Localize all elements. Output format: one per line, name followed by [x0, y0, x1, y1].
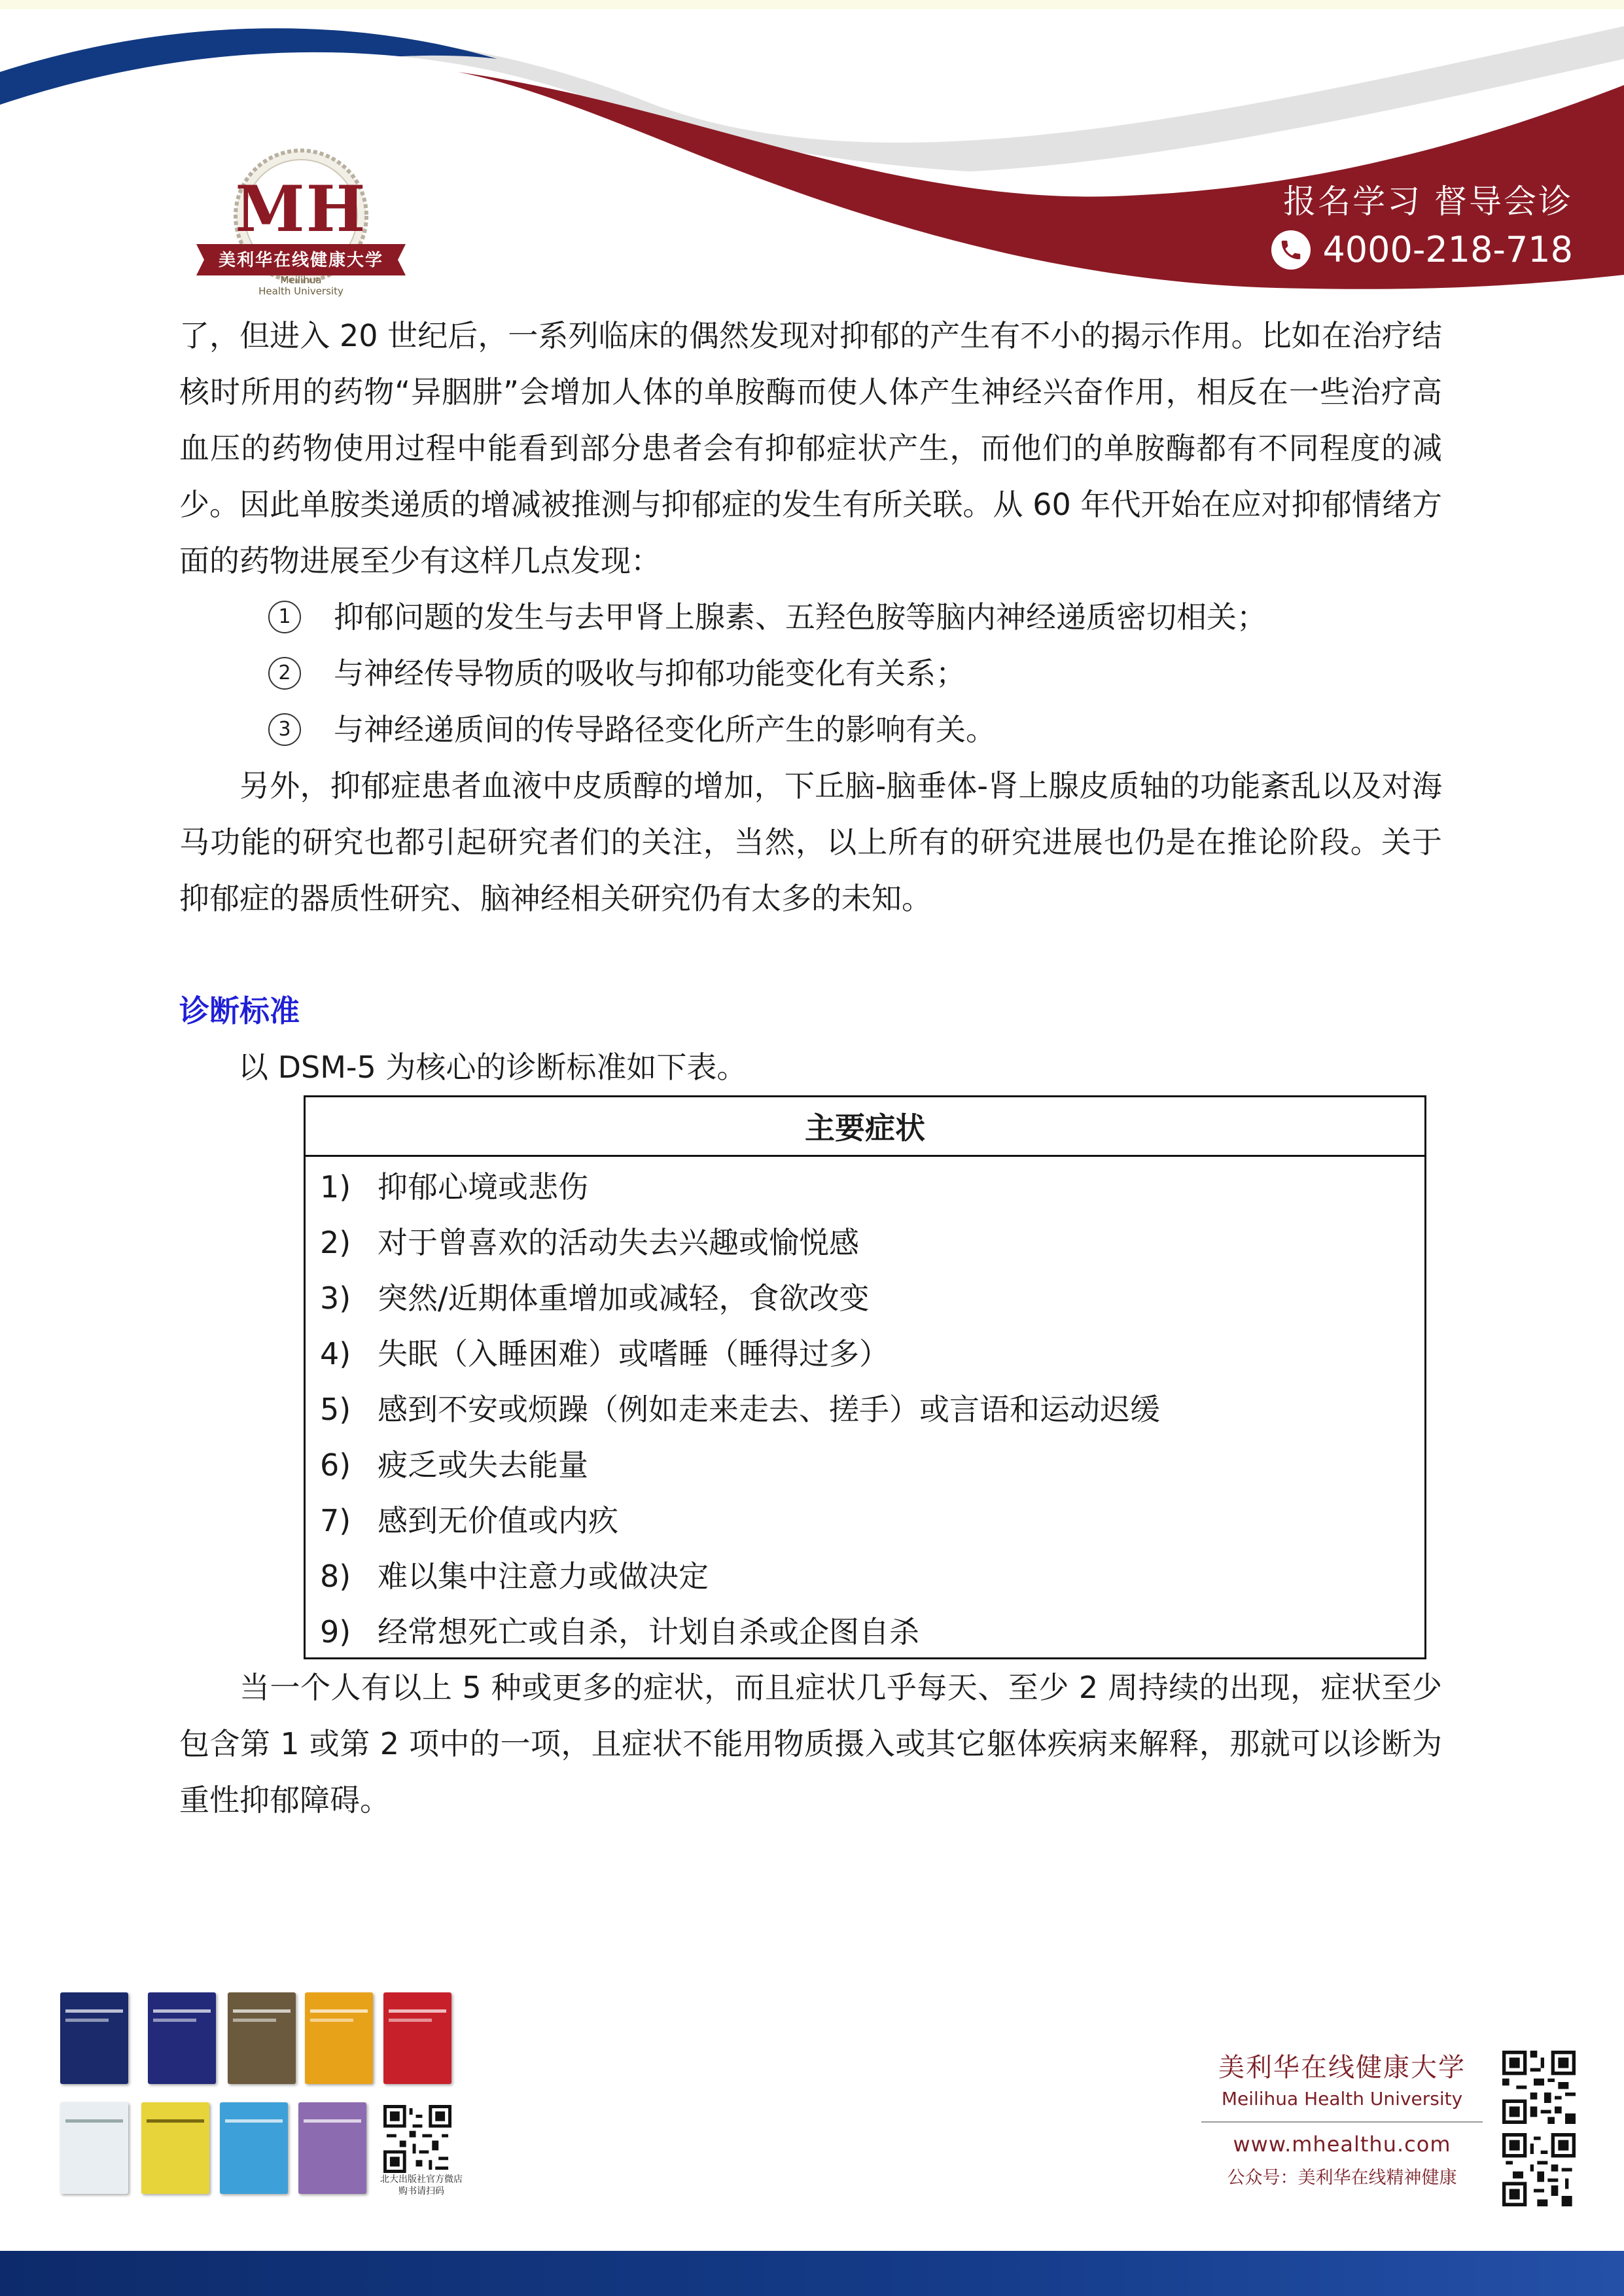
section-title: 诊断标准 [179, 993, 300, 1029]
list-item [179, 701, 1442, 758]
brand-english-name: Meilihua Health University [1221, 2088, 1463, 2110]
list-item-text: 与神经传导物质的吸收与抑郁功能变化有关系； [334, 656, 966, 691]
book-cover-image[interactable] [60, 1992, 128, 2084]
book-covers [60, 1992, 466, 2202]
book-cover-image[interactable] [141, 2102, 209, 2194]
table-row [305, 1379, 1426, 1435]
circled-number: 3 [268, 713, 301, 746]
row-text: 感到无价值或内疚 [378, 1502, 618, 1538]
book-cover-image[interactable] [383, 1992, 451, 2084]
row-text: 疲乏或失去能量 [378, 1447, 588, 1483]
list-item-text: 抑郁问题的发生与去甲肾上腺素、五羟色胺等脑内神经递质密切相关； [334, 599, 1267, 635]
row-number: 5) [320, 1391, 351, 1427]
findings-list [179, 589, 1442, 758]
university-logo [190, 147, 412, 298]
table-row [305, 1546, 1426, 1602]
row-text: 突然/近期体重增加或减轻，食欲改变 [378, 1280, 870, 1316]
qr-caption [376, 2174, 467, 2197]
row-number: 4) [320, 1335, 351, 1371]
wechat-qr-code[interactable] [1502, 2133, 1576, 2206]
table-row [305, 1491, 1426, 1546]
logo-english-name [190, 275, 412, 297]
phone-number: 4000-218-718 [1322, 229, 1573, 270]
logo-en-line2: Health University [258, 285, 344, 297]
row-number: 7) [320, 1502, 351, 1538]
wechat-account: 公众号：美利华在线精神健康 [1227, 2168, 1457, 2188]
circled-number: 1 [268, 601, 301, 633]
table-row [305, 1324, 1426, 1379]
logo-chinese-name: 美利华在线健康大学 [218, 251, 383, 270]
row-text: 失眠（入睡困难）或嗜睡（睡得过多） [378, 1335, 889, 1371]
header-phone [1271, 229, 1573, 270]
table-intro: 以 DSM-5 为核心的诊断标准如下表。 [238, 1050, 747, 1085]
row-number: 6) [320, 1447, 351, 1483]
table-row [305, 1435, 1426, 1491]
table-row [305, 1268, 1426, 1324]
paragraph-research: 另外，抑郁症患者血液中皮质醇的增加，下丘脑-脑垂体-肾上腺皮质轴的功能紊乱以及对海马功能的研究也都引起研究者们的关注，当然，以上所有的研究进展也仍是在推论阶段。关于抑郁症的器质性研究、脑神经相关研究仍有太多的未知。 [179, 768, 1442, 916]
list-item-text: 与神经递质间的传导路径变化所产生的影响有关。 [334, 712, 996, 747]
book-cover-image[interactable] [148, 1992, 216, 2084]
book-cover-image[interactable] [305, 1992, 373, 2084]
phone-icon [1271, 230, 1311, 270]
footer-brand [1201, 2047, 1483, 2189]
table-header: 主要症状 [305, 1097, 1426, 1156]
table-row [305, 1212, 1426, 1268]
book-cover-image[interactable] [220, 2102, 288, 2194]
symptoms-table [304, 1095, 1426, 1659]
circled-number: 2 [268, 657, 301, 690]
shop-qr-code[interactable] [383, 2105, 451, 2173]
article-body [179, 308, 1442, 1828]
table-row [305, 1602, 1426, 1659]
qr-caption-line2: 购书请扫码 [398, 2186, 444, 2197]
book-cover-image[interactable] [60, 2102, 128, 2194]
table-row [305, 1156, 1426, 1213]
book-cover-image[interactable] [228, 1992, 296, 2084]
brand-chinese-name: 美利华在线健康大学 [1218, 2053, 1466, 2083]
list-item [179, 589, 1442, 645]
row-number: 3) [320, 1280, 351, 1316]
row-number: 2) [320, 1224, 351, 1260]
paragraph-diagnosis: 当一个人有以上 5 种或更多的症状，而且症状几乎每天、至少 2 周持续的出现，症状至少包含第 1 或第 2 项中的一项，且症状不能用物质摄入或其它躯体疾病来解释，那就可以诊断为重性抑郁障碍。 [179, 1670, 1442, 1818]
list-item [179, 645, 1442, 701]
row-text: 难以集中注意力或做决定 [378, 1558, 709, 1594]
brand-divider [1201, 2121, 1483, 2123]
logo-monogram: MH [235, 172, 367, 246]
footer-bar [0, 2251, 1624, 2296]
book-cover-image[interactable] [298, 2102, 366, 2194]
row-number: 9) [320, 1614, 351, 1650]
row-text: 对于曾喜欢的活动失去兴趣或愉悦感 [378, 1224, 859, 1260]
row-number: 1) [320, 1169, 351, 1205]
website-link[interactable]: www.mhealthu.com [1233, 2132, 1451, 2157]
website-qr-code[interactable] [1502, 2051, 1576, 2124]
logo-en-line1: Meilihua [280, 274, 322, 286]
row-text: 感到不安或烦躁（例如走来走去、搓手）或言语和运动迟缓 [378, 1391, 1160, 1427]
row-number: 8) [320, 1558, 351, 1594]
header-slogan: 报名学习 督导会诊 [1283, 183, 1573, 221]
row-text: 经常想死亡或自杀，计划自杀或企图自杀 [378, 1614, 919, 1650]
paragraph-intro: 了，但进入 20 世纪后，一系列临床的偶然发现对抑郁的产生有不小的揭示作用。比如在治疗结核时所用的药物“异胭肼”会增加人体的单胺酶而使人体产生神经兴奋作用，相反在一些治疗高血压的药物使用过程中能看到部分患者会有抑郁症状产生，而他们的单胺酶都有不同程度的减少。因此单胺类递质的增减被推测与抑郁症的发生有所关联。从 60 年代开始在应对抑郁情绪方面的药物进展至少有这样几点发现： [179, 318, 1442, 578]
qr-caption-line1: 北大出版社官方微店 [380, 2174, 463, 2185]
row-text: 抑郁心境或悲伤 [378, 1169, 588, 1205]
